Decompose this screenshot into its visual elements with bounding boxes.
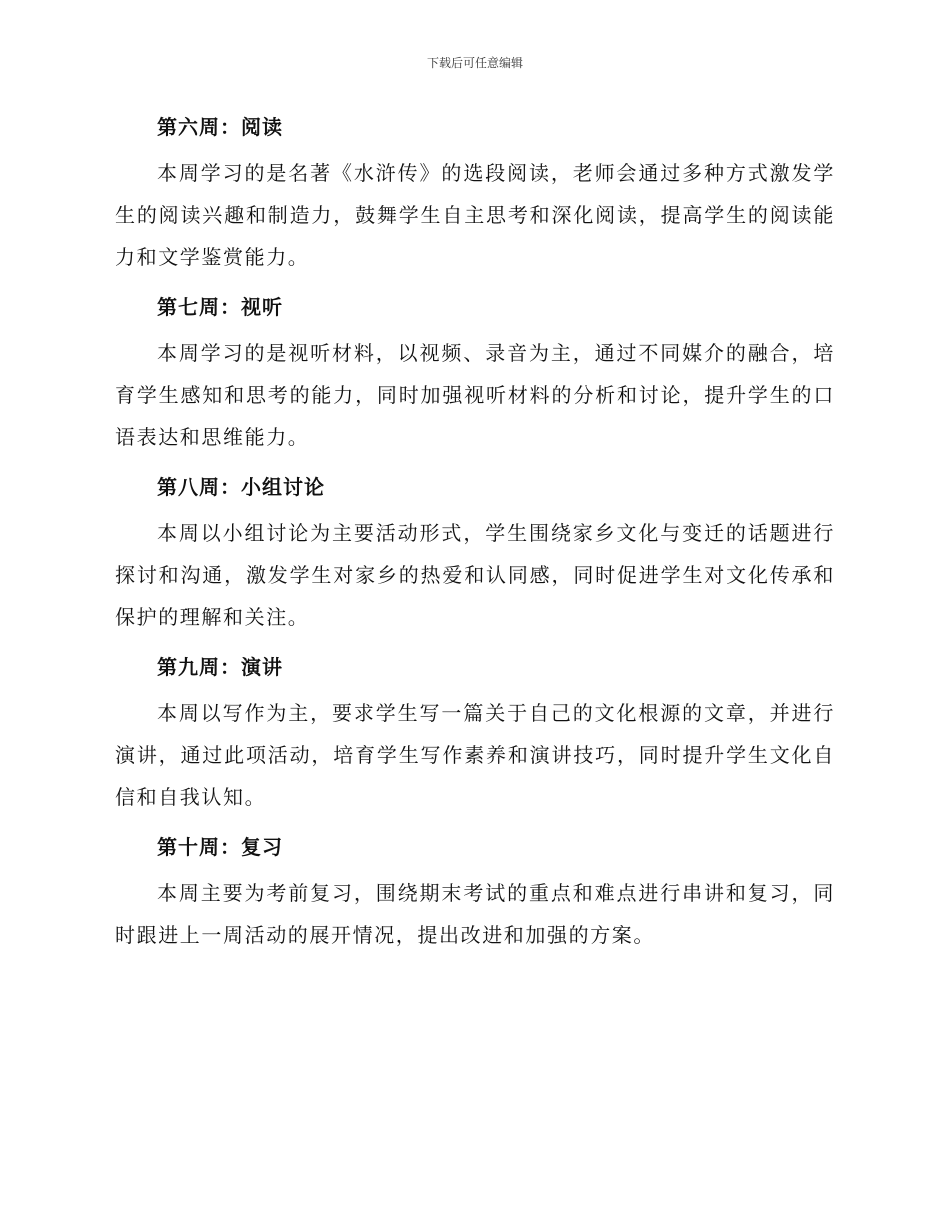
section-week-8 (115, 467, 835, 638)
document-content (115, 107, 835, 965)
section-week-6 (115, 107, 835, 278)
page-header: 下载后可任意编辑 (426, 56, 523, 70)
section-heading: 第八周：小组讨论 (157, 475, 325, 499)
section-heading: 第十周：复习 (157, 835, 283, 859)
section-heading: 第九周：演讲 (157, 655, 283, 679)
section-week-10 (115, 827, 835, 956)
section-week-9 (115, 647, 835, 818)
section-body: 本周学习的是视听材料，以视频、录音为主，通过不同媒介的融合，培育学生感知和思考的能力，同时加强视听材料的分析和讨论，提升学生的口语表达和思维能力。 (115, 341, 835, 449)
section-week-7 (115, 287, 835, 458)
section-body: 本周学习的是名著《水浒传》的选段阅读，老师会通过多种方式激发学生的阅读兴趣和制造力，鼓舞学生自主思考和深化阅读，提高学生的阅读能力和文学鉴赏能力。 (115, 161, 835, 269)
section-heading: 第六周：阅读 (157, 115, 283, 139)
section-body: 本周以小组讨论为主要活动形式，学生围绕家乡文化与变迁的话题进行探讨和沟通，激发学生对家乡的热爱和认同感，同时促进学生对文化传承和保护的理解和关注。 (115, 521, 835, 629)
section-body: 本周以写作为主，要求学生写一篇关于自己的文化根源的文章，并进行演讲，通过此项活动，培育学生写作素养和演讲技巧，同时提升学生文化自信和自我认知。 (115, 701, 835, 809)
section-body: 本周主要为考前复习，围绕期末考试的重点和难点进行串讲和复习，同时跟进上一周活动的展开情况，提出改进和加强的方案。 (115, 881, 835, 947)
section-heading: 第七周：视听 (157, 295, 283, 319)
